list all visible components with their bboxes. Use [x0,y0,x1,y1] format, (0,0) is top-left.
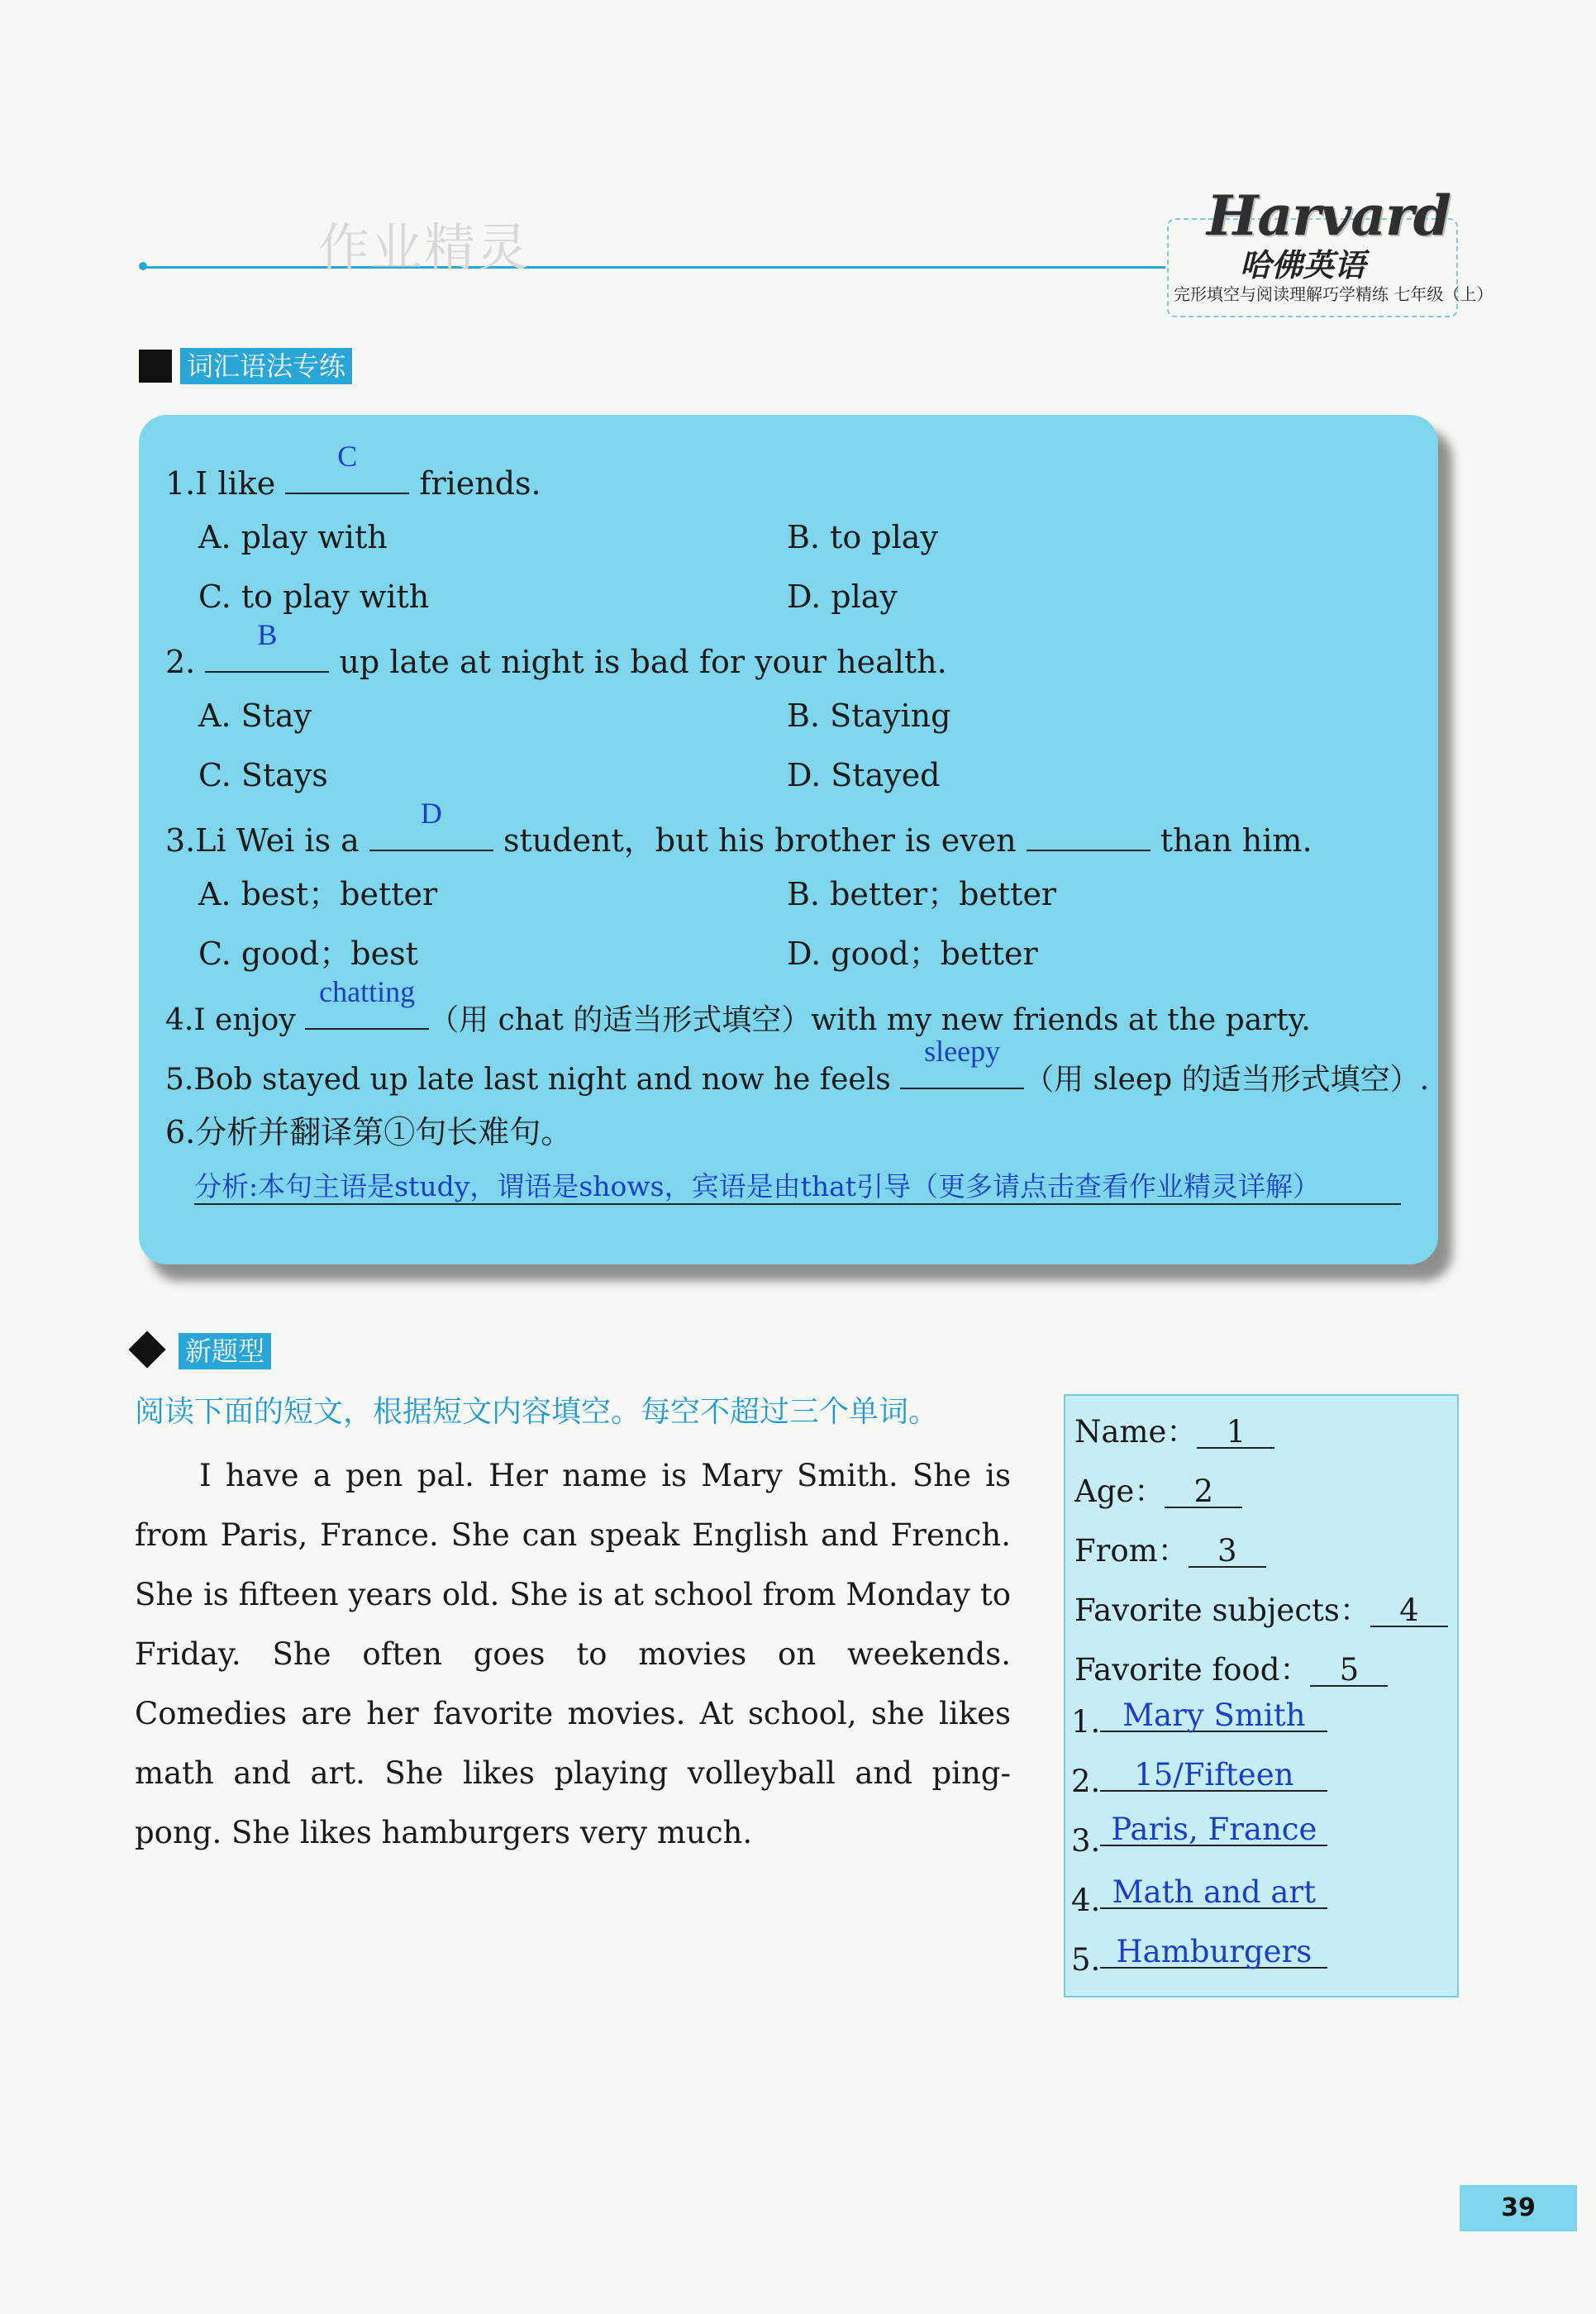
card-field-name: Name： 1 [1074,1407,1274,1451]
answer-blank[interactable]: D [369,817,493,851]
field-blank[interactable]: 1 [1197,1414,1274,1449]
option-c: C. good；best [198,936,418,972]
card-field-favorite-food: Favorite food： 5 [1074,1645,1388,1689]
field-blank[interactable]: 2 [1165,1474,1242,1508]
answer-blank-2[interactable] [1027,817,1151,851]
brand-logo: Harvard [1207,183,1451,248]
analysis-text: 分析:本句主语是study，谓语是shows，宾语是由that引导（更多请点击查看作业精灵详解） [194,1170,1321,1202]
question-5: 5.Bob stayed up late last night and now he feels sleepy （用 sleep 的适当形式填空）. [165,1035,1430,1097]
question-1: 1.I like C friends. [165,440,541,502]
question-3: 3.Li Wei is a D student，but his brother is even than him. [165,797,1313,859]
header-rule [141,266,1165,269]
option-b: B. Staying [787,698,951,734]
diamond-bullet-icon [128,1331,165,1368]
card-answer-2: 2. 15/Fifteen [1071,1764,1327,1799]
card-field-age: Age： 2 [1074,1466,1242,1511]
answer-value[interactable]: Mary Smith [1100,1697,1327,1732]
instruction-text: 阅读下面的短文，根据短文内容填空。每空不超过三个单词。 [135,1395,939,1429]
section-title-new-type: 新题型 [179,1333,271,1369]
card-field-favorite-subjects: Favorite subjects： 4 [1074,1585,1448,1630]
header-rule-dot [139,262,147,270]
answer-value[interactable]: Hamburgers [1100,1934,1327,1969]
section-title-vocab: 词汇语法专练 [180,348,352,384]
option-d: D. play [787,578,898,615]
option-d: D. good；better [787,936,1038,972]
option-a: A. play with [198,519,388,555]
watermark: 作业精灵 [318,217,531,278]
answer-blank[interactable]: B [205,638,329,673]
option-b: B. to play [787,519,938,555]
reading-passage: I have a pen pal. Her name is Mary Smith. She is from Paris, France. She can speak English and French. She is fifteen years old. She is at school from Monday to Friday. She often goes to movies on weekends. Comedies are her favorite movies. At school, she likes math and art. She likes playing volleyball and ping-pong. She likes hamburgers very much. [135,1458,1011,1850]
square-bullet-icon [139,350,172,383]
field-blank[interactable]: 5 [1310,1652,1388,1687]
brand-subtitle: 完形填空与阅读理解巧学精练 七年级（上） [1174,284,1494,304]
answer-value[interactable]: Math and art [1100,1874,1327,1909]
option-c: C. Stays [198,757,328,793]
question-6: 6.分析并翻译第①句长难句。 [165,1114,573,1150]
option-d: D. Stayed [787,757,941,793]
question-2: 2. B up late at night is bad for your health. [165,618,947,680]
answer-value[interactable]: Paris, France [1100,1812,1327,1846]
field-blank[interactable]: 3 [1189,1533,1266,1568]
answer-blank[interactable]: chatting [305,995,429,1030]
option-c: C. to play with [198,578,430,615]
option-a: A. Stay [198,698,312,734]
question-4: 4.I enjoy chatting （用 chat 的适当形式填空）with my new friends at the party. [165,975,1311,1037]
card-answer-1: 1. Mary Smith [1071,1704,1327,1740]
field-blank[interactable]: 4 [1370,1593,1448,1627]
brand-chinese-title: 哈佛英语 [1240,247,1366,283]
card-answer-4: 4. Math and art [1071,1883,1327,1918]
card-answer-5: 5. Hamburgers [1071,1942,1327,1978]
card-field-from: From： 3 [1074,1526,1266,1570]
answer-blank[interactable]: C [285,459,409,494]
page-number: 39 [1460,2185,1577,2231]
option-a: A. best；better [198,876,438,912]
option-b: B. better；better [787,876,1057,912]
answer-blank[interactable]: sleepy [900,1055,1024,1089]
analysis-underline [194,1203,1401,1205]
answer-value[interactable]: 15/Fifteen [1100,1757,1327,1792]
card-answer-3: 3. Paris, France [1071,1823,1327,1859]
